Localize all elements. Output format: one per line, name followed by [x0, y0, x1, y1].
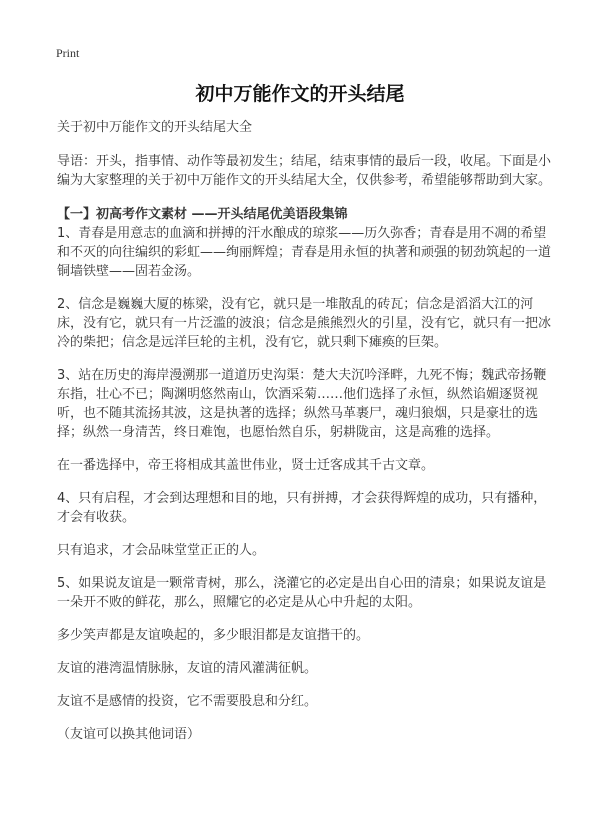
paragraph-1: 1、青春是用意志的血滴和拼搏的汗水酿成的琼浆——历久弥香；青春是用不凋的希望和不灭的向往编织的彩虹——绚丽辉煌；青春是用永恒的执著和顽强的韧劲筑起的一道铜墙铁壁——固若金汤。	[57, 226, 552, 279]
document-subtitle: 关于初中万能作文的开头结尾大全	[57, 120, 253, 135]
intro-paragraph: 导语：开头，指事情、动作等最初发生；结尾，结束事情的最后一段，收尾。下面是小编为大家整理的关于初中万能作文的开头结尾大全，仅供参考，希望能够帮助到大家。	[57, 154, 552, 188]
print-link[interactable]: Print	[56, 46, 80, 60]
note-paragraph: （友谊可以换其他词语）	[57, 727, 201, 742]
paragraph-5-line-2: 多少笑声都是友谊唤起的，多少眼泪都是友谊揩干的。	[57, 628, 370, 643]
paragraph-4-continued: 只有追求，才会品味堂堂正正的人。	[57, 543, 266, 558]
paragraph-3: 3、站在历史的海岸漫溯那一道道历史沟渠：楚大夫沉吟泽畔，九死不悔；魏武帝扬鞭东指，壮心不已；陶渊明悠然南山，饮酒采菊……他们选择了永恒，纵然谄媚逐贤视听，也不随其流扬其波，这是执著的选择；纵然马革裹尸，魂归狼烟，只是豪壮的选择；纵然一身清苦，终日难饱，也愿怡然自乐，躬耕陇亩，这是高雅的选择。	[57, 368, 547, 440]
paragraph-5-line-3: 友谊的港湾温情脉脉，友谊的清风灌满征帆。	[57, 661, 318, 676]
page-title: 初中万能作文的开头结尾	[195, 83, 405, 105]
document-body	[57, 118, 552, 744]
paragraph-5: 5、如果说友谊是一颗常青树，那么，浇灌它的必定是出自心田的清泉；如果说友谊是一朵开不败的鲜花，那么，照耀它的必定是从心中升起的太阳。	[57, 576, 547, 610]
paragraph-5-line-4: 友谊不是感情的投资，它不需要股息和分红。	[57, 694, 318, 709]
section-heading: 【一】初高考作文素材 ——开头结尾优美语段集锦	[57, 207, 348, 222]
paragraph-3-continued: 在一番选择中，帝王将相成其盖世伟业，贤士迁客成其千古文章。	[57, 458, 435, 473]
paragraph-2: 2、信念是巍巍大厦的栋梁，没有它，就只是一堆散乱的砖瓦；信念是滔滔大江的河床，没有它，就只有一片泛滥的波浪；信念是熊熊烈火的引星，没有它，就只有一把冰冷的柴把；信念是远洋巨轮的主机，没有它，就只剩下瘫痪的巨架。	[57, 297, 552, 350]
paragraph-4: 4、只有启程，才会到达理想和目的地，只有拼搏，才会获得辉煌的成功，只有播种，才会有收获。	[57, 491, 547, 525]
